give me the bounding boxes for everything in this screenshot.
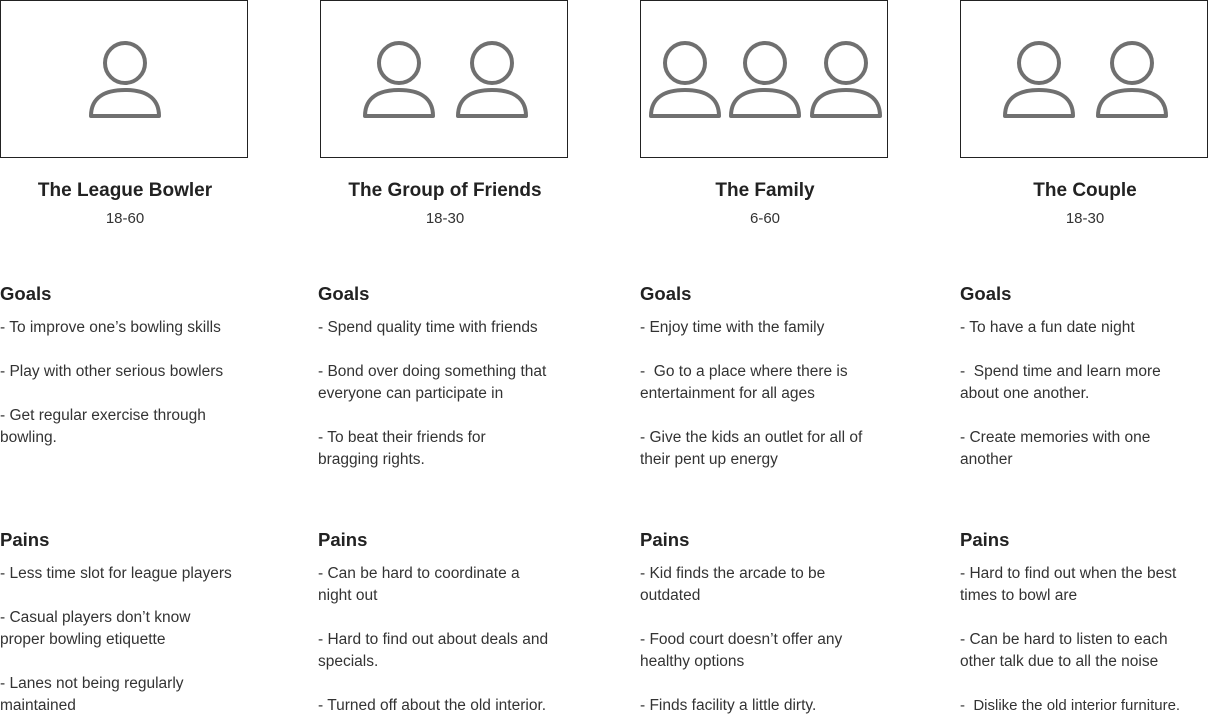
- pains-list: [640, 563, 892, 717]
- pains-list: [0, 563, 252, 717]
- two-people-icon: [321, 1, 567, 157]
- pain-item: - Can be hard to listen to each other talk due to all the noise: [960, 631, 1172, 670]
- pains-heading: Pains: [640, 529, 690, 550]
- goal-item: - Give the kids an outlet for all of their pent up energy: [640, 429, 867, 468]
- goal-item: - To have a fun date night: [960, 319, 1135, 336]
- two-people-icon: [961, 1, 1207, 157]
- single-person-icon: [1, 1, 247, 157]
- goal-item: - Play with other serious bowlers: [0, 363, 224, 380]
- pains-heading: Pains: [318, 529, 368, 550]
- goal-item: - Spend quality time with friends: [318, 319, 538, 336]
- goals-list: [0, 317, 252, 449]
- goals-list: [640, 317, 892, 471]
- persona-age: 18-60: [105, 210, 145, 227]
- persona-photo-placeholder: [640, 0, 888, 158]
- goals-list: [318, 317, 570, 471]
- goal-item: - Get regular exercise through bowling.: [0, 407, 211, 446]
- pain-item: - Hard to find out about deals and specials.: [318, 631, 553, 670]
- goal-item: - To beat their friends for bragging rights.: [318, 429, 491, 468]
- goals-heading: Goals: [640, 283, 692, 304]
- goal-item: - To improve one’s bowling skills: [0, 319, 221, 336]
- pain-item: - Lanes not being regularly maintained: [0, 675, 188, 714]
- persona-age: 18-30: [1065, 210, 1105, 227]
- persona-name: The Couple: [1033, 180, 1137, 201]
- persona-photo-placeholder: [320, 0, 568, 158]
- pains-list: [960, 563, 1208, 717]
- three-people-icon: [641, 1, 887, 157]
- goals-heading: Goals: [0, 283, 52, 304]
- pains-list: [318, 563, 570, 717]
- persona-age: 6-60: [749, 210, 781, 227]
- goals-heading: Goals: [318, 283, 370, 304]
- pain-item: - Casual players don’t know proper bowling etiquette: [0, 609, 195, 648]
- pain-item: - Kid finds the arcade to be outdated: [640, 565, 830, 604]
- goals-heading: Goals: [960, 283, 1012, 304]
- pains-heading: Pains: [0, 529, 50, 550]
- goal-item: - Bond over doing something that everyone can participate in: [318, 363, 551, 402]
- persona-photo-placeholder: [960, 0, 1208, 158]
- persona-name: The Group of Friends: [348, 180, 542, 201]
- goal-item: - Create memories with one another: [960, 429, 1155, 468]
- goal-item: - Spend time and learn more about one another.: [960, 363, 1166, 402]
- pain-item: - Finds facility a little dirty.: [640, 697, 817, 714]
- goal-item: - Enjoy time with the family: [640, 319, 825, 336]
- pain-item: - Can be hard to coordinate a night out: [318, 565, 524, 604]
- pain-item: - Dislike the old interior furniture.: [960, 697, 1181, 714]
- pain-item: - Turned off about the old interior.: [318, 697, 547, 714]
- pains-heading: Pains: [960, 529, 1010, 550]
- persona-photo-placeholder: [0, 0, 248, 158]
- persona-age: 18-30: [425, 210, 465, 227]
- pain-item: - Less time slot for league players: [0, 565, 232, 582]
- persona-name: The League Bowler: [37, 180, 213, 201]
- pain-item: - Hard to find out when the best times to bowl are: [960, 565, 1181, 604]
- pain-item: - Food court doesn’t offer any healthy options: [640, 631, 847, 670]
- goals-list: [960, 317, 1208, 471]
- persona-name: The Family: [715, 180, 815, 201]
- goal-item: - Go to a place where there is entertainment for all ages: [640, 363, 852, 402]
